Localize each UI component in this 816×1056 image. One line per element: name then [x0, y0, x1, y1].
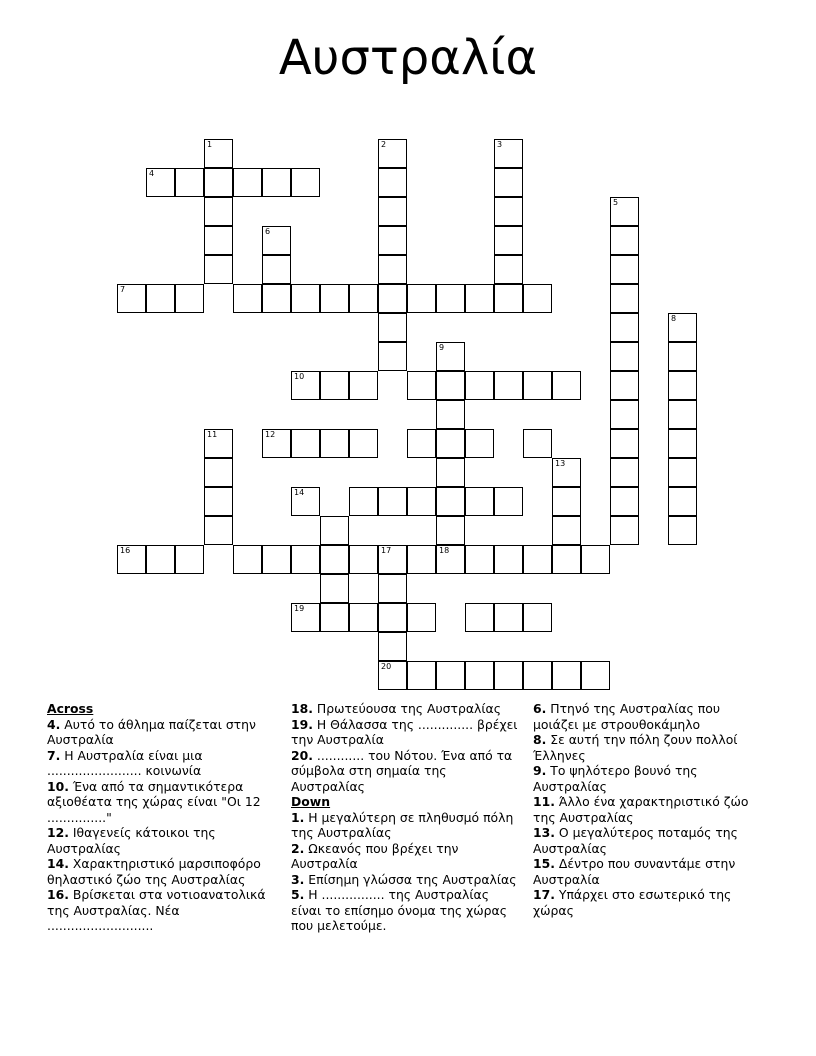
grid-cell[interactable] — [494, 168, 523, 197]
clue-item-text: Άλλο ένα χαρακτηριστικό ζώο της Αυστραλίας — [533, 794, 749, 825]
clue-item — [47, 717, 277, 748]
grid-cell[interactable] — [552, 371, 581, 400]
grid-cell[interactable] — [494, 226, 523, 255]
grid-cell[interactable] — [204, 429, 233, 458]
grid-cell[interactable] — [378, 574, 407, 603]
grid-cell[interactable] — [465, 487, 494, 516]
grid-cell[interactable] — [262, 255, 291, 284]
clue-item-number: 5. — [291, 887, 305, 902]
clue-number: 18 — [439, 546, 450, 555]
clues-column-2 — [291, 701, 521, 934]
clue-item-text: Πρωτεύουσα της Αυστραλίας — [312, 701, 501, 716]
grid-cell[interactable] — [378, 168, 407, 197]
grid-cell[interactable] — [146, 168, 175, 197]
grid-cell[interactable] — [407, 661, 436, 690]
grid-cell[interactable] — [233, 545, 262, 574]
clue-item-text: Η Θάλασσα της .............. βρέχει την Αυστραλία — [291, 716, 518, 747]
grid-cell[interactable] — [523, 284, 552, 313]
grid-cell[interactable] — [204, 226, 233, 255]
grid-cell[interactable] — [378, 661, 407, 690]
down-heading: Down — [291, 794, 331, 809]
grid-cell[interactable] — [320, 371, 349, 400]
grid-cell[interactable] — [407, 545, 436, 574]
grid-cell[interactable] — [436, 516, 465, 545]
grid-cell[interactable] — [320, 574, 349, 603]
grid-cell[interactable] — [494, 603, 523, 632]
grid-cell[interactable] — [378, 197, 407, 226]
clue-item — [533, 701, 763, 732]
grid-cell[interactable] — [581, 661, 610, 690]
grid-cell[interactable] — [494, 255, 523, 284]
grid-cell[interactable] — [320, 284, 349, 313]
clue-item-text: Επίσημη γλώσσα της Αυστραλίας — [304, 871, 517, 887]
clue-number: 7 — [120, 285, 126, 294]
clue-item — [533, 763, 763, 794]
grid-cell[interactable] — [117, 284, 146, 313]
grid-cell[interactable] — [668, 458, 697, 487]
grid-cell[interactable] — [610, 516, 639, 545]
grid-cell[interactable] — [175, 168, 204, 197]
grid-cell[interactable] — [233, 284, 262, 313]
clue-item-text: ............ του Νότου. Ένα από τα σύμβολα στη σημαία της Αυστραλίας — [291, 747, 513, 794]
clue-item-number: 8. — [533, 732, 547, 747]
grid-cell[interactable] — [610, 197, 639, 226]
clue-item-number: 19. — [291, 716, 313, 732]
grid-cell[interactable] — [378, 545, 407, 574]
grid-cell[interactable] — [349, 284, 378, 313]
clue-item-number: 9. — [533, 763, 547, 778]
grid-cell[interactable] — [291, 487, 320, 516]
grid-cell[interactable] — [117, 545, 146, 574]
clue-item — [291, 701, 521, 717]
clue-item-text: Η ................ της Αυστραλίας είναι το επίσημο όνομα της χώρας που μελετούμε. — [291, 887, 507, 933]
grid-cell[interactable] — [523, 661, 552, 690]
clue-item-number: 15. — [533, 856, 555, 871]
clue-number: 3 — [497, 140, 503, 149]
grid-cell[interactable] — [204, 458, 233, 487]
grid-cell[interactable] — [494, 487, 523, 516]
clue-item-number: 14. — [47, 856, 69, 871]
grid-cell[interactable] — [378, 284, 407, 313]
clue-number: 8 — [671, 314, 677, 323]
grid-cell[interactable] — [349, 429, 378, 458]
clue-item — [291, 717, 521, 748]
grid-cell[interactable] — [465, 371, 494, 400]
grid-cell[interactable] — [262, 168, 291, 197]
grid-cell[interactable] — [465, 603, 494, 632]
clue-item-text: Χαρακτηριστικό μαρσιποφόρο θηλαστικό ζώο της Αυστραλίας — [47, 856, 261, 887]
grid-cell[interactable] — [436, 661, 465, 690]
grid-cell[interactable] — [610, 458, 639, 487]
grid-cell[interactable] — [610, 284, 639, 313]
clue-item — [291, 748, 521, 795]
clue-number: 14 — [294, 488, 305, 497]
grid-cell[interactable] — [262, 429, 291, 458]
clue-number: 9 — [439, 343, 445, 352]
grid-cell[interactable] — [407, 603, 436, 632]
grid-cell[interactable] — [291, 545, 320, 574]
grid-cell[interactable] — [494, 545, 523, 574]
clue-item — [47, 856, 277, 887]
clue-item — [47, 779, 277, 826]
clue-number: 10 — [294, 372, 305, 381]
grid-cell[interactable] — [262, 284, 291, 313]
grid-cell[interactable] — [204, 255, 233, 284]
grid-cell[interactable] — [349, 603, 378, 632]
clue-item-number: 18. — [291, 701, 313, 716]
grid-cell[interactable] — [204, 139, 233, 168]
clue-number: 16 — [120, 546, 131, 555]
clue-number: 11 — [207, 430, 218, 439]
page-title: Αυστραλία — [278, 30, 538, 86]
clue-item-text: Το ψηλότερο βουνό της Αυστραλίας — [533, 763, 698, 794]
grid-cell[interactable] — [552, 545, 581, 574]
grid-cell[interactable] — [378, 255, 407, 284]
grid-cell[interactable] — [436, 487, 465, 516]
clue-item-text: Ένα από τα σημαντικότερα αξιοθέατα της χώρας είναι "Οι 12 ..............." — [47, 778, 261, 825]
grid-cell[interactable] — [668, 313, 697, 342]
grid-cell[interactable] — [262, 545, 291, 574]
grid-cell[interactable] — [494, 139, 523, 168]
grid-cell[interactable] — [204, 487, 233, 516]
grid-cell[interactable] — [436, 429, 465, 458]
grid-cell[interactable] — [378, 313, 407, 342]
clue-number: 6 — [265, 227, 271, 236]
grid-cell[interactable] — [465, 661, 494, 690]
grid-cell[interactable] — [610, 226, 639, 255]
grid-cell[interactable] — [668, 400, 697, 429]
grid-cell[interactable] — [668, 429, 697, 458]
grid-cell[interactable] — [523, 371, 552, 400]
clue-number: 4 — [149, 169, 155, 178]
clues-column-3 — [533, 701, 763, 918]
clue-number: 20 — [381, 662, 392, 671]
across-heading: Across — [47, 701, 94, 716]
grid-cell[interactable] — [262, 226, 291, 255]
grid-cell[interactable] — [610, 342, 639, 371]
grid-cell[interactable] — [291, 168, 320, 197]
grid-cell[interactable] — [668, 342, 697, 371]
grid-cell[interactable] — [291, 284, 320, 313]
grid-cell[interactable] — [436, 342, 465, 371]
clue-item — [533, 794, 763, 825]
clue-item-text: Δέντρο που συναντάμε στην Αυστραλία — [533, 856, 736, 887]
clue-item-text: Αυτό το άθλημα παίζεται στην Αυστραλία — [47, 716, 256, 747]
grid-cell[interactable] — [610, 255, 639, 284]
clue-item — [47, 748, 277, 779]
clue-item-text: Η μεγαλύτερη σε πληθυσμό πόλη της Αυστραλίας — [291, 809, 514, 840]
clue-number: 17 — [381, 546, 392, 555]
grid-cell[interactable] — [291, 429, 320, 458]
grid-cell[interactable] — [378, 342, 407, 371]
grid-cell[interactable] — [320, 545, 349, 574]
grid-cell[interactable] — [291, 371, 320, 400]
grid-cell[interactable] — [407, 429, 436, 458]
clue-item-text: Ο μεγαλύτερος ποταμός της Αυστραλίας — [533, 825, 738, 856]
grid-cell[interactable] — [523, 603, 552, 632]
clue-number: 5 — [613, 198, 619, 207]
grid-cell[interactable] — [610, 487, 639, 516]
grid-cell[interactable] — [320, 603, 349, 632]
clue-number: 12 — [265, 430, 276, 439]
grid-cell[interactable] — [436, 545, 465, 574]
clue-item — [291, 810, 521, 841]
clue-item — [291, 887, 521, 934]
clue-number: 19 — [294, 604, 305, 613]
grid-cell[interactable] — [523, 545, 552, 574]
clue-item-text: Υπάρχει στο εσωτερικό της χώρας — [533, 887, 732, 918]
clue-item-number: 12. — [47, 825, 69, 840]
grid-cell[interactable] — [668, 371, 697, 400]
clue-item — [291, 841, 521, 872]
grid-cell[interactable] — [465, 284, 494, 313]
clue-number: 2 — [381, 140, 387, 149]
grid-cell[interactable] — [175, 545, 204, 574]
clue-item-number: 6. — [533, 701, 547, 716]
grid-cell[interactable] — [204, 197, 233, 226]
clue-item-text: Σε αυτή την πόλη ζουν πολλοί Έλληνες — [533, 732, 738, 763]
clue-item-number: 16. — [47, 887, 69, 902]
grid-cell[interactable] — [407, 284, 436, 313]
grid-cell[interactable] — [523, 429, 552, 458]
clue-number: 1 — [207, 140, 213, 149]
grid-cell[interactable] — [436, 458, 465, 487]
grid-cell[interactable] — [378, 487, 407, 516]
grid-cell[interactable] — [494, 197, 523, 226]
grid-cell[interactable] — [233, 168, 262, 197]
grid-cell[interactable] — [320, 516, 349, 545]
grid-cell[interactable] — [668, 487, 697, 516]
grid-cell[interactable] — [204, 168, 233, 197]
grid-cell[interactable] — [552, 487, 581, 516]
grid-cell[interactable] — [465, 545, 494, 574]
clue-item-number: 1. — [291, 809, 305, 825]
clue-item-text: Βρίσκεται στα νοτιοανατολικά της Αυστραλίας. Νέα ........................... — [47, 887, 266, 933]
grid-cell[interactable] — [610, 429, 639, 458]
grid-cell[interactable] — [552, 516, 581, 545]
grid-cell[interactable] — [291, 603, 320, 632]
grid-cell[interactable] — [668, 516, 697, 545]
grid-cell[interactable] — [610, 400, 639, 429]
grid-cell[interactable] — [610, 313, 639, 342]
grid-cell[interactable] — [436, 284, 465, 313]
clue-item-number: 10. — [47, 778, 69, 794]
grid-cell[interactable] — [320, 429, 349, 458]
clue-item — [533, 887, 763, 918]
grid-cell[interactable] — [349, 487, 378, 516]
grid-cell[interactable] — [175, 284, 204, 313]
clue-item — [533, 825, 763, 856]
grid-cell[interactable] — [378, 603, 407, 632]
clue-item — [533, 732, 763, 763]
clue-item-text: Ωκεανός που βρέχει την Αυστραλία — [291, 840, 459, 871]
grid-cell[interactable] — [349, 545, 378, 574]
clue-item — [47, 887, 277, 934]
clue-item — [47, 825, 277, 856]
grid-cell[interactable] — [552, 458, 581, 487]
clue-item-text: Η Αυστραλία είναι μια ........................ κοινωνία — [47, 747, 203, 778]
clue-item-number: 13. — [533, 825, 555, 840]
clue-item-text: Ιθαγενείς κάτοικοι της Αυστραλίας — [47, 825, 216, 856]
grid-cell[interactable] — [494, 661, 523, 690]
grid-cell[interactable] — [146, 284, 175, 313]
clue-item-text: Πτηνό της Αυστραλίας που μοιάζει με στρουθοκάμηλο — [533, 701, 720, 732]
grid-cell[interactable] — [581, 545, 610, 574]
grid-cell[interactable] — [610, 371, 639, 400]
grid-cell[interactable] — [378, 226, 407, 255]
grid-cell[interactable] — [436, 371, 465, 400]
grid-cell[interactable] — [378, 632, 407, 661]
grid-cell[interactable] — [494, 284, 523, 313]
clue-item-number: 7. — [47, 747, 61, 763]
grid-cell[interactable] — [378, 139, 407, 168]
clue-item-number: 2. — [291, 840, 305, 856]
grid-cell[interactable] — [494, 371, 523, 400]
grid-cell[interactable] — [407, 487, 436, 516]
clue-item-number: 3. — [291, 871, 305, 887]
grid-cell[interactable] — [349, 371, 378, 400]
grid-cell[interactable] — [552, 661, 581, 690]
grid-cell[interactable] — [204, 516, 233, 545]
grid-cell[interactable] — [436, 400, 465, 429]
clue-item-number: 4. — [47, 716, 61, 732]
clue-item-number: 17. — [533, 887, 555, 902]
clue-item-number: 20. — [291, 747, 313, 763]
clues-column-1 — [47, 701, 277, 934]
clue-number: 13 — [555, 459, 566, 468]
grid-cell[interactable] — [465, 429, 494, 458]
clue-item — [533, 856, 763, 887]
clue-item — [291, 872, 521, 888]
grid-cell[interactable] — [407, 371, 436, 400]
grid-cell[interactable] — [146, 545, 175, 574]
clue-item-number: 11. — [533, 794, 555, 809]
